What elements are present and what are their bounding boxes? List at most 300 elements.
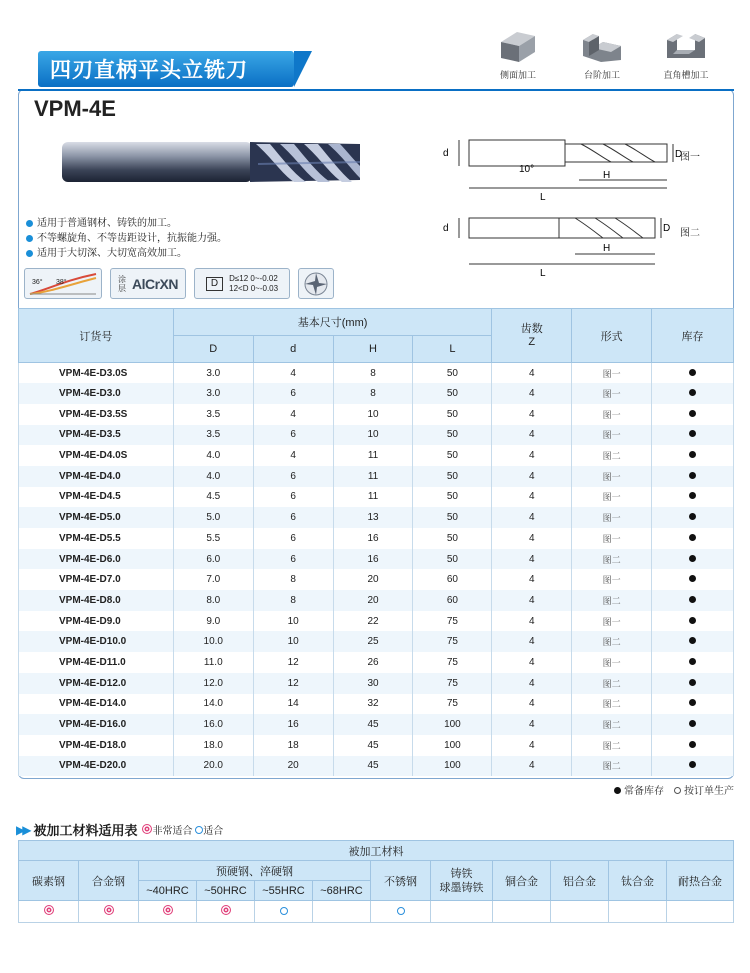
- in-stock-dot-icon: [689, 451, 696, 458]
- cell-teeth: 4: [492, 714, 572, 735]
- fig1-angle-label: 10°: [519, 164, 535, 175]
- cell-L: 50: [413, 404, 492, 425]
- cell-teeth: 4: [492, 445, 572, 466]
- cell-L: 75: [413, 631, 492, 652]
- rating-cell: [431, 901, 493, 923]
- in-stock-dot-icon: [689, 637, 696, 644]
- rating-cell: [371, 901, 431, 923]
- table-row: [19, 631, 734, 652]
- cell-D: 12.0: [173, 673, 253, 694]
- cell-stock: [652, 631, 734, 652]
- cell-stock: [652, 611, 734, 632]
- cell-order-code: VPM-4E-D3.5: [19, 425, 174, 446]
- cell-shape: 图二: [572, 631, 652, 652]
- cell-stock: [652, 363, 734, 384]
- fig1-d-label: d: [443, 148, 449, 159]
- cell-d: 10: [253, 631, 333, 652]
- cell-teeth: 4: [492, 549, 572, 570]
- cell-order-code: VPM-4E-D3.5S: [19, 404, 174, 425]
- cell-L: 50: [413, 487, 492, 508]
- materials-rating-row: [19, 901, 734, 923]
- cell-shape: 图二: [572, 735, 652, 756]
- very-suitable-icon: [163, 905, 173, 915]
- cell-H: 11: [333, 466, 413, 487]
- in-stock-dot-icon: [689, 699, 696, 706]
- cell-teeth: 4: [492, 735, 572, 756]
- cell-d: 6: [253, 549, 333, 570]
- cell-teeth: 4: [492, 507, 572, 528]
- mat-col: 铜合金: [493, 861, 551, 901]
- rating-cell: [551, 901, 609, 923]
- cell-D: 8.0: [173, 590, 253, 611]
- table-row: [19, 425, 734, 446]
- table-row: [19, 466, 734, 487]
- cell-order-code: VPM-4E-D11.0: [19, 652, 174, 673]
- cell-stock: [652, 383, 734, 404]
- side-milling-icon: [495, 28, 541, 64]
- very-suitable-icon: [104, 905, 114, 915]
- cell-stock: [652, 569, 734, 590]
- cell-H: 22: [333, 611, 413, 632]
- table-row: [19, 363, 734, 384]
- cell-teeth: 4: [492, 631, 572, 652]
- very-suitable-text: 非常适合: [152, 826, 193, 837]
- cell-teeth: 4: [492, 611, 572, 632]
- filled-dot-icon: [614, 787, 621, 794]
- tolerance-line-2: 12<D 0~-0.03: [229, 283, 279, 293]
- operation-slot: [658, 28, 714, 81]
- col-dimensions: 基本尺寸(mm): [173, 309, 492, 336]
- cell-teeth: 4: [492, 404, 572, 425]
- in-stock-dot-icon: [689, 492, 696, 499]
- cell-teeth: 4: [492, 590, 572, 611]
- cell-d: 20: [253, 756, 333, 777]
- cell-shape: 图一: [572, 404, 652, 425]
- fig2-L-label: L: [540, 268, 546, 279]
- cell-L: 100: [413, 756, 492, 777]
- cell-d: 6: [253, 507, 333, 528]
- in-stock-dot-icon: [689, 389, 696, 396]
- table-row: [19, 714, 734, 735]
- cell-shape: 图二: [572, 714, 652, 735]
- cell-shape: 图一: [572, 487, 652, 508]
- cell-H: 20: [333, 569, 413, 590]
- coating-badge: [110, 268, 186, 299]
- cell-L: 75: [413, 673, 492, 694]
- cell-D: 7.0: [173, 569, 253, 590]
- cell-H: 16: [333, 549, 413, 570]
- four-flute-badge: [298, 268, 334, 299]
- cell-H: 26: [333, 652, 413, 673]
- cell-d: 12: [253, 673, 333, 694]
- legend-order: [674, 782, 734, 797]
- cell-shape: 图一: [572, 652, 652, 673]
- in-stock-dot-icon: [689, 430, 696, 437]
- cell-D: 5.0: [173, 507, 253, 528]
- cell-stock: [652, 652, 734, 673]
- table-row: [19, 611, 734, 632]
- fig2-D-label: D: [663, 223, 671, 234]
- cell-L: 100: [413, 735, 492, 756]
- cell-H: 11: [333, 445, 413, 466]
- cell-L: 50: [413, 528, 492, 549]
- rating-cell: [667, 901, 734, 923]
- cell-shape: 图二: [572, 694, 652, 715]
- in-stock-dot-icon: [689, 472, 696, 479]
- cell-D: 3.5: [173, 404, 253, 425]
- cell-shape: 图二: [572, 445, 652, 466]
- cell-D: 4.0: [173, 466, 253, 487]
- table-row: [19, 590, 734, 611]
- product-table: [18, 308, 734, 776]
- cell-stock: [652, 404, 734, 425]
- hardened-steel-header: 预硬钢、淬硬钢: [139, 861, 371, 881]
- fig1-label: 图一: [680, 152, 700, 163]
- cell-L: 100: [413, 714, 492, 735]
- table-row: [19, 694, 734, 715]
- cell-L: 50: [413, 507, 492, 528]
- cell-stock: [652, 445, 734, 466]
- materials-group-header: 被加工材料: [19, 841, 734, 861]
- materials-heading: [16, 820, 223, 839]
- col-order-code: 订货号: [19, 309, 174, 363]
- cell-H: 45: [333, 714, 413, 735]
- table-row: [19, 487, 734, 508]
- fig1-H-label: H: [603, 170, 611, 181]
- cell-d: 4: [253, 445, 333, 466]
- cell-teeth: 4: [492, 383, 572, 404]
- cell-teeth: 4: [492, 425, 572, 446]
- cell-H: 25: [333, 631, 413, 652]
- cell-shape: 图二: [572, 756, 652, 777]
- cell-d: 6: [253, 487, 333, 508]
- product-table-body: [19, 363, 734, 777]
- in-stock-dot-icon: [689, 679, 696, 686]
- feature-item: 不等螺旋角、不等齿距设计，抗振能力强。: [26, 231, 227, 246]
- in-stock-dot-icon: [689, 761, 696, 768]
- cell-H: 8: [333, 383, 413, 404]
- cell-H: 10: [333, 404, 413, 425]
- rating-cell: [79, 901, 139, 923]
- mat-col: ~68HRC: [313, 881, 371, 901]
- helix-angle-icon: [26, 270, 100, 298]
- cell-teeth: 4: [492, 673, 572, 694]
- cell-shape: 图二: [572, 673, 652, 694]
- cell-H: 45: [333, 756, 413, 777]
- cell-d: 14: [253, 694, 333, 715]
- cell-order-code: VPM-4E-D7.0: [19, 569, 174, 590]
- feature-badges: [24, 268, 334, 299]
- cell-shape: 图一: [572, 569, 652, 590]
- helix-angle-badge: [24, 268, 102, 299]
- cell-H: 16: [333, 528, 413, 549]
- cell-stock: [652, 673, 734, 694]
- materials-title: 被加工材料适用表: [33, 823, 138, 838]
- cell-stock: [652, 487, 734, 508]
- table-row: [19, 652, 734, 673]
- table-row: [19, 756, 734, 777]
- cell-stock: [652, 714, 734, 735]
- table-row: [19, 383, 734, 404]
- operation-step: [574, 28, 630, 81]
- col-D: D: [173, 336, 253, 363]
- tolerance-text: [229, 274, 278, 294]
- col-L: L: [413, 336, 492, 363]
- in-stock-dot-icon: [689, 534, 696, 541]
- double-arrow-icon: ▶▶: [16, 822, 29, 837]
- in-stock-dot-icon: [689, 575, 696, 582]
- in-stock-dot-icon: [689, 617, 696, 624]
- cell-L: 50: [413, 425, 492, 446]
- rating-cell: [19, 901, 79, 923]
- mat-col: ~50HRC: [197, 881, 255, 901]
- cell-shape: 图一: [572, 425, 652, 446]
- legend-order-text: 按订单生产: [684, 786, 734, 797]
- hollow-dot-icon: [674, 787, 681, 794]
- cell-D: 18.0: [173, 735, 253, 756]
- cell-d: 6: [253, 425, 333, 446]
- cell-order-code: VPM-4E-D16.0: [19, 714, 174, 735]
- cell-D: 16.0: [173, 714, 253, 735]
- cell-D: 3.0: [173, 363, 253, 384]
- cell-shape: 图二: [572, 590, 652, 611]
- in-stock-dot-icon: [689, 720, 696, 727]
- cell-H: 32: [333, 694, 413, 715]
- cell-teeth: 4: [492, 466, 572, 487]
- page-title: 四刃直柄平头立铣刀: [38, 51, 294, 87]
- cell-order-code: VPM-4E-D12.0: [19, 673, 174, 694]
- tolerance-line-1: D≤12 0~-0.02: [229, 273, 278, 283]
- rating-cell: [139, 901, 197, 923]
- mat-col: 碳素钢: [19, 861, 79, 901]
- cell-d: 12: [253, 652, 333, 673]
- operation-side-label: 侧面加工: [499, 70, 536, 80]
- in-stock-dot-icon: [689, 658, 696, 665]
- rating-cell: [609, 901, 667, 923]
- cell-H: 8: [333, 363, 413, 384]
- cell-order-code: VPM-4E-D4.0: [19, 466, 174, 487]
- in-stock-dot-icon: [689, 741, 696, 748]
- table-row: [19, 445, 734, 466]
- cell-L: 75: [413, 652, 492, 673]
- cell-d: 16: [253, 714, 333, 735]
- cell-teeth: 4: [492, 756, 572, 777]
- cell-H: 45: [333, 735, 413, 756]
- tolerance-badge: [194, 268, 290, 299]
- cell-order-code: VPM-4E-D5.5: [19, 528, 174, 549]
- suitable-icon: [397, 907, 405, 915]
- cell-d: 18: [253, 735, 333, 756]
- cell-L: 50: [413, 363, 492, 384]
- cell-stock: [652, 756, 734, 777]
- table-row: [19, 735, 734, 756]
- cell-H: 30: [333, 673, 413, 694]
- slot-milling-icon: [663, 28, 709, 64]
- cell-L: 50: [413, 549, 492, 570]
- feature-list: [26, 216, 227, 261]
- operation-side: [490, 28, 546, 81]
- cell-shape: 图一: [572, 383, 652, 404]
- mat-col: ~55HRC: [255, 881, 313, 901]
- operation-step-label: 台阶加工: [583, 70, 620, 80]
- cell-L: 50: [413, 445, 492, 466]
- mat-col: 不锈钢: [371, 861, 431, 901]
- cell-teeth: 4: [492, 528, 572, 549]
- cell-d: 6: [253, 466, 333, 487]
- cell-order-code: VPM-4E-D3.0: [19, 383, 174, 404]
- cell-D: 4.0: [173, 445, 253, 466]
- mat-col: 铝合金: [551, 861, 609, 901]
- four-flute-cross-section-icon: [303, 271, 329, 297]
- cell-shape: 图一: [572, 528, 652, 549]
- fig2-label: 图二: [680, 228, 700, 239]
- cell-order-code: VPM-4E-D5.0: [19, 507, 174, 528]
- fig1-L-label: L: [540, 192, 546, 203]
- helix-a-text: 36°: [32, 278, 43, 286]
- rating-cell: [197, 901, 255, 923]
- legend-stock-text: 常备库存: [624, 786, 664, 797]
- cell-teeth: 4: [492, 363, 572, 384]
- cell-order-code: VPM-4E-D9.0: [19, 611, 174, 632]
- in-stock-dot-icon: [689, 410, 696, 417]
- fig2-H-label: H: [603, 243, 611, 254]
- cell-D: 10.0: [173, 631, 253, 652]
- table-row: [19, 673, 734, 694]
- cell-teeth: 4: [492, 652, 572, 673]
- mat-col: ~40HRC: [139, 881, 197, 901]
- cell-stock: [652, 507, 734, 528]
- in-stock-dot-icon: [689, 369, 696, 376]
- cell-order-code: VPM-4E-D4.5: [19, 487, 174, 508]
- cell-d: 4: [253, 404, 333, 425]
- cell-D: 5.5: [173, 528, 253, 549]
- cell-stock: [652, 466, 734, 487]
- cell-L: 60: [413, 569, 492, 590]
- cell-stock: [652, 549, 734, 570]
- table-row: [19, 528, 734, 549]
- table-row: [19, 549, 734, 570]
- cell-d: 6: [253, 528, 333, 549]
- rating-cell: [493, 901, 551, 923]
- cell-H: 13: [333, 507, 413, 528]
- cell-stock: [652, 694, 734, 715]
- col-H: H: [333, 336, 413, 363]
- cell-order-code: VPM-4E-D8.0: [19, 590, 174, 611]
- operation-slot-label: 直角槽加工: [663, 70, 709, 80]
- cell-H: 11: [333, 487, 413, 508]
- frame-top-rule: [18, 89, 734, 91]
- cell-teeth: 4: [492, 694, 572, 715]
- helix-b-text: 38°: [56, 278, 67, 286]
- cell-d: 4: [253, 363, 333, 384]
- fig2-d-label: d: [443, 223, 449, 234]
- cell-D: 6.0: [173, 549, 253, 570]
- cell-D: 4.5: [173, 487, 253, 508]
- cell-shape: 图一: [572, 363, 652, 384]
- feature-item: 适用于大切深、大切宽高效加工。: [26, 246, 227, 261]
- mat-col: 合金钢: [79, 861, 139, 901]
- cell-L: 75: [413, 611, 492, 632]
- cell-stock: [652, 735, 734, 756]
- table-row: [19, 569, 734, 590]
- cell-teeth: 4: [492, 569, 572, 590]
- step-milling-icon: [579, 28, 625, 64]
- cell-stock: [652, 425, 734, 446]
- cell-D: 3.0: [173, 383, 253, 404]
- col-d: d: [253, 336, 333, 363]
- materials-table: [18, 840, 734, 923]
- cell-order-code: VPM-4E-D3.0S: [19, 363, 174, 384]
- cell-d: 8: [253, 590, 333, 611]
- cell-L: 50: [413, 383, 492, 404]
- in-stock-dot-icon: [689, 596, 696, 603]
- cell-order-code: VPM-4E-D20.0: [19, 756, 174, 777]
- in-stock-dot-icon: [689, 513, 696, 520]
- cell-teeth: 4: [492, 487, 572, 508]
- cell-D: 20.0: [173, 756, 253, 777]
- cell-order-code: VPM-4E-D10.0: [19, 631, 174, 652]
- mat-col: 铸铁 球墨铸铁: [431, 861, 493, 901]
- mat-col: 钛合金: [609, 861, 667, 901]
- feature-item: 适用于普通钢材、铸铁的加工。: [26, 216, 227, 231]
- col-teeth: 齿数 Z: [492, 309, 572, 363]
- cell-stock: [652, 590, 734, 611]
- stock-legend: [614, 782, 734, 797]
- mat-col: 耐热合金: [667, 861, 734, 901]
- cell-shape: 图一: [572, 507, 652, 528]
- cell-L: 50: [413, 466, 492, 487]
- operation-icons: [490, 28, 714, 81]
- very-suitable-icon: [221, 905, 231, 915]
- cell-H: 20: [333, 590, 413, 611]
- table-row: [19, 507, 734, 528]
- suitable-text: 适合: [203, 826, 224, 837]
- cell-H: 10: [333, 425, 413, 446]
- cell-d: 10: [253, 611, 333, 632]
- materials-legend: [142, 822, 223, 837]
- cell-stock: [652, 528, 734, 549]
- cell-shape: 图二: [572, 549, 652, 570]
- very-suitable-icon: [44, 905, 54, 915]
- cell-d: 8: [253, 569, 333, 590]
- cell-d: 6: [253, 383, 333, 404]
- cell-L: 75: [413, 694, 492, 715]
- end-mill-photo: [60, 130, 370, 196]
- fig1-D-label: D: [675, 149, 683, 160]
- col-shape: 形式: [572, 309, 652, 363]
- cell-D: 14.0: [173, 694, 253, 715]
- cell-shape: 图一: [572, 466, 652, 487]
- coating-name: AlCrXN: [131, 275, 178, 292]
- coating-label: 涂层: [117, 274, 126, 293]
- rating-cell: [313, 901, 371, 923]
- suitable-icon: [280, 907, 288, 915]
- cell-D: 3.5: [173, 425, 253, 446]
- col-stock: 库存: [652, 309, 734, 363]
- cell-order-code: VPM-4E-D14.0: [19, 694, 174, 715]
- cell-shape: 图一: [572, 611, 652, 632]
- in-stock-dot-icon: [689, 555, 696, 562]
- rating-cell: [255, 901, 313, 923]
- cell-order-code: VPM-4E-D18.0: [19, 735, 174, 756]
- table-row: [19, 404, 734, 425]
- legend-stock: [614, 782, 664, 797]
- cell-L: 60: [413, 590, 492, 611]
- model-name: VPM-4E: [34, 96, 116, 121]
- cell-order-code: VPM-4E-D4.0S: [19, 445, 174, 466]
- tolerance-symbol: D: [206, 277, 223, 291]
- very-suitable-icon: [142, 824, 152, 834]
